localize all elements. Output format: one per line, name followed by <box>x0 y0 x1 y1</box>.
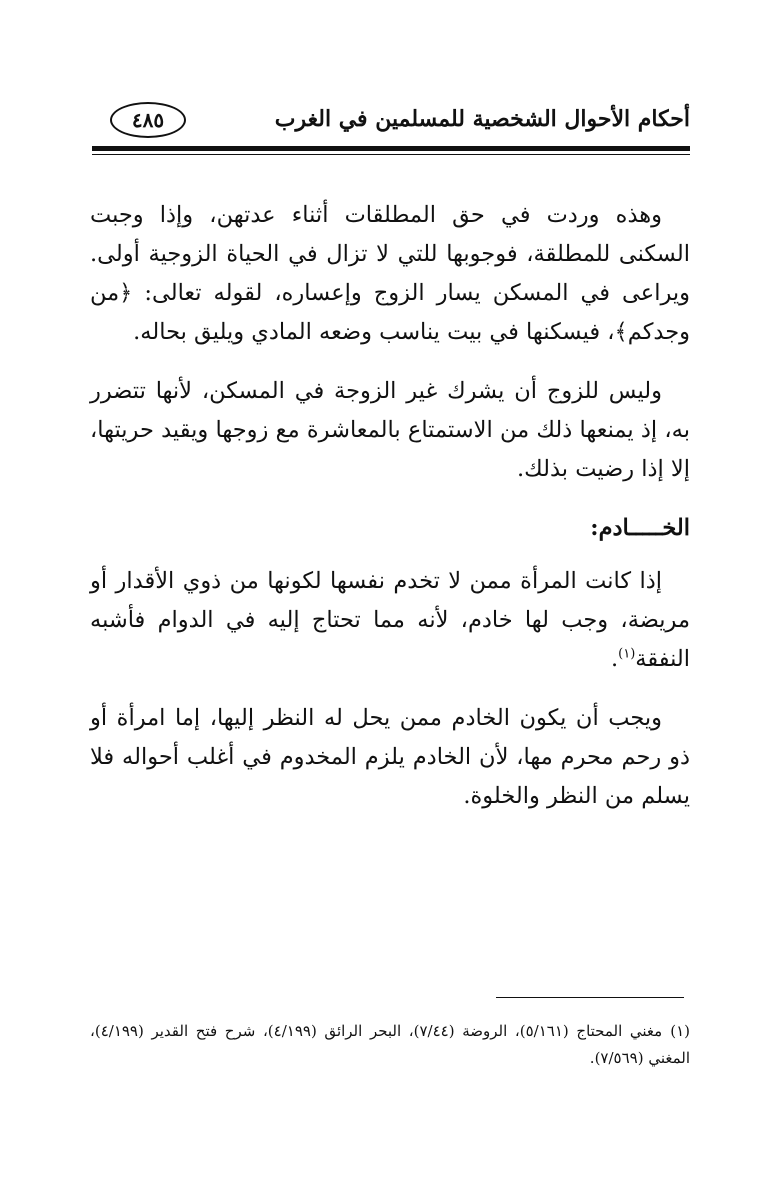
header-rule-thin <box>92 154 690 155</box>
page-number-badge: ٤٨٥ <box>110 102 186 138</box>
paragraph-end-mark: . <box>610 646 619 672</box>
footnote-separator <box>496 997 684 998</box>
paragraph-servant-need <box>90 562 690 679</box>
footnote-reference[interactable]: (١) <box>618 646 636 662</box>
section-heading-servant: الخـــــادم: <box>590 515 690 541</box>
paragraph-housing-divorcee: وهذه وردت في حق المطلقات أثناء عدتهن، وإذا وجبت السكنى للمطلقة، فوجوبها للتي لا تزال في الحياة الزوجية أولى. ويراعى في المسكن يسار الزوج وإعساره، لقوله تعالى: ﴿من وجدكم﴾، فيسكنها في بيت يناسب وضعه المادي ويليق بحاله. <box>90 202 690 345</box>
page-header <box>92 100 690 144</box>
paragraph-shared-housing: وليس للزوج أن يشرك غير الزوجة في المسكن، لأنها تتضرر به، إذ يمنعها ذلك من الاستمتاع بالمعاشرة مع زوجها ويقيد حريتها، إلا إذا رضيت بذلك. <box>90 378 690 482</box>
footnote <box>90 1018 690 1072</box>
main-text <box>90 196 690 836</box>
footnote-text: مغني المحتاج (٥/١٦١)، الروضة (٧/٤٤)، البحر الرائق (٤/١٩٩)، شرح فتح القدير (٤/١٩٩)، المغني (٧/٥٦٩). <box>90 1022 690 1067</box>
footnote-label: (١) <box>670 1022 690 1040</box>
paragraph-servant-mahram: ويجب أن يكون الخادم ممن يحل له النظر إليها، إما امرأة أو ذو رحم محرم مها، لأن الخادم يلزم المخدوم في أغلب أحواله فلا يسلم من النظر والخلوة. <box>90 705 690 809</box>
running-title: أحكام الأحوال الشخصية للمسلمين في الغرب <box>274 106 690 132</box>
header-rule-thick <box>92 146 690 151</box>
paragraph-servant-need-text: إذا كانت المرأة ممن لا تخدم نفسها لكونها من ذوي الأقدار أو مريضة، وجب لها خادم، لأنه مما تحتاج إليه في الدوام فأشبه النفقة <box>90 568 690 672</box>
